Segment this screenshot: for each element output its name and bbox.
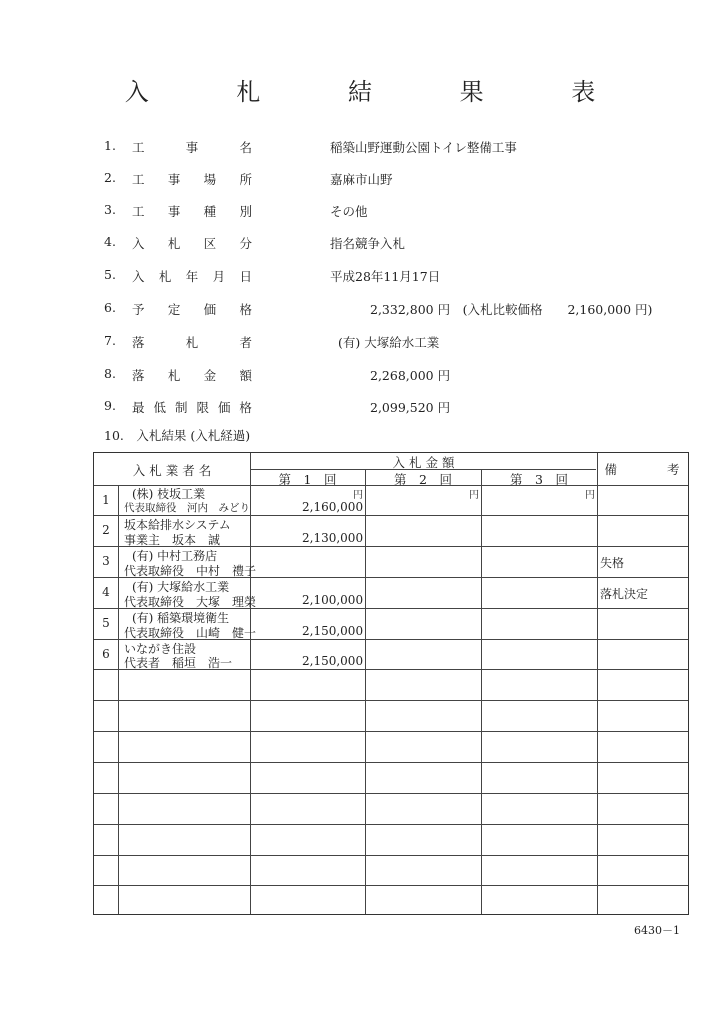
round1-amount: 2,100,000: [302, 593, 364, 607]
remarks: 落札決定: [600, 587, 649, 601]
info-row-7: [104, 333, 664, 353]
row-number: 4: [102, 585, 110, 599]
bidder-representative: 代表取締役 大塚 理榮: [124, 595, 257, 609]
divider: [94, 731, 688, 732]
info-label: 落 札 者: [132, 335, 252, 350]
divider: [365, 469, 366, 914]
bidder-company: いながき住設: [124, 642, 197, 656]
info-num: 2.: [104, 170, 116, 185]
info-row-8: [104, 366, 664, 386]
divider: [597, 453, 598, 914]
info-num: 7.: [104, 333, 116, 348]
info-label: 予 定 価 格: [132, 302, 252, 317]
info-value: 指名競争入札: [330, 236, 406, 251]
info-row-9: [104, 398, 664, 418]
divider: [94, 700, 688, 701]
info-value: 2,332,800 円 (入札比較価格 2,160,000 円): [370, 302, 653, 317]
divider: [250, 453, 251, 914]
info-num: 9.: [104, 398, 116, 413]
divider: [94, 885, 688, 886]
row-number: 5: [102, 616, 110, 630]
bidder-company: 坂本給排水システム: [124, 518, 231, 532]
bidder-representative: 事業主 坂本 誠: [124, 533, 221, 547]
bidder-company: (株) 枝坂工業: [132, 487, 206, 501]
header-amount: 入 札 金 額: [392, 455, 455, 470]
row-number: 2: [102, 523, 110, 537]
info-row-4: [104, 234, 664, 254]
info-row-2: [104, 170, 664, 190]
info-value: 2,099,520 円: [370, 400, 451, 415]
bidder-representative: 代表者 稲垣 浩一: [124, 656, 233, 670]
bidder-representative: 代表取締役 山崎 健一: [124, 626, 257, 640]
yen-unit: 円: [585, 490, 595, 501]
divider: [481, 469, 482, 914]
divider: [94, 762, 688, 763]
info-label: 工 事 場 所: [132, 172, 252, 187]
divider: [94, 793, 688, 794]
round1-amount: 2,150,000: [302, 654, 364, 668]
info-num: 8.: [104, 366, 116, 381]
header-bidder: 入 札 業 者 名: [132, 463, 212, 478]
divider: [94, 855, 688, 856]
info-row-5: [104, 267, 664, 287]
info-row-1: [104, 138, 664, 158]
info-value: 嘉麻市山野: [330, 172, 393, 187]
info-label: 工 事 種 別: [132, 204, 252, 219]
round1-amount: 2,150,000: [302, 624, 364, 638]
page-number: 6430－1: [634, 924, 680, 937]
round1-amount: 2,160,000: [302, 500, 364, 514]
bidder-representative: 代表取締役 中村 禮子: [124, 564, 257, 578]
info-row-3: [104, 202, 664, 222]
info-label: 入 札 区 分: [132, 236, 252, 251]
info-value: 平成28年11月17日: [330, 269, 441, 284]
section-10-heading: 10. 入札結果 (入札経過): [104, 428, 251, 443]
info-num: 6.: [104, 300, 116, 315]
header-remarks: 備 考: [604, 462, 680, 477]
bidder-representative: 代表取締役 河内 みどり: [124, 502, 250, 514]
yen-unit: 円: [469, 490, 479, 501]
header-round-2: 第 2 回: [394, 472, 452, 487]
info-label: 最 低 制 限 価 格: [132, 400, 252, 415]
info-num: 1.: [104, 138, 116, 153]
info-value: 稲築山野運動公園トイレ整備工事: [330, 140, 517, 155]
info-label: 工 事 名: [132, 140, 252, 155]
bid-results-table: [93, 452, 689, 915]
info-value: その他: [330, 204, 368, 219]
info-num: 5.: [104, 267, 116, 282]
remarks: 失格: [600, 556, 625, 570]
info-label: 入 札 年 月 日: [132, 269, 252, 284]
info-num: 3.: [104, 202, 116, 217]
info-label: 落 札 金 額: [132, 368, 252, 383]
header-round-3: 第 3 回: [510, 472, 568, 487]
bidder-company: (有) 稲築環境衛生: [132, 611, 230, 625]
info-row-6: [104, 300, 664, 320]
round1-amount: 2,130,000: [302, 531, 364, 545]
info-value: (有) 大塚給水工業: [338, 335, 440, 350]
bidder-company: (有) 中村工務店: [132, 549, 218, 563]
info-num: 4.: [104, 234, 116, 249]
document-title: 入 札 結 果 表: [124, 78, 636, 106]
info-value: 2,268,000 円: [370, 368, 451, 383]
divider: [94, 824, 688, 825]
row-number: 3: [102, 554, 110, 568]
bidder-company: (有) 大塚給水工業: [132, 580, 230, 594]
header-round-1: 第 1 回: [278, 472, 337, 487]
row-number: 6: [102, 647, 110, 661]
row-number: 1: [102, 493, 110, 507]
yen-unit: 円: [353, 490, 363, 501]
